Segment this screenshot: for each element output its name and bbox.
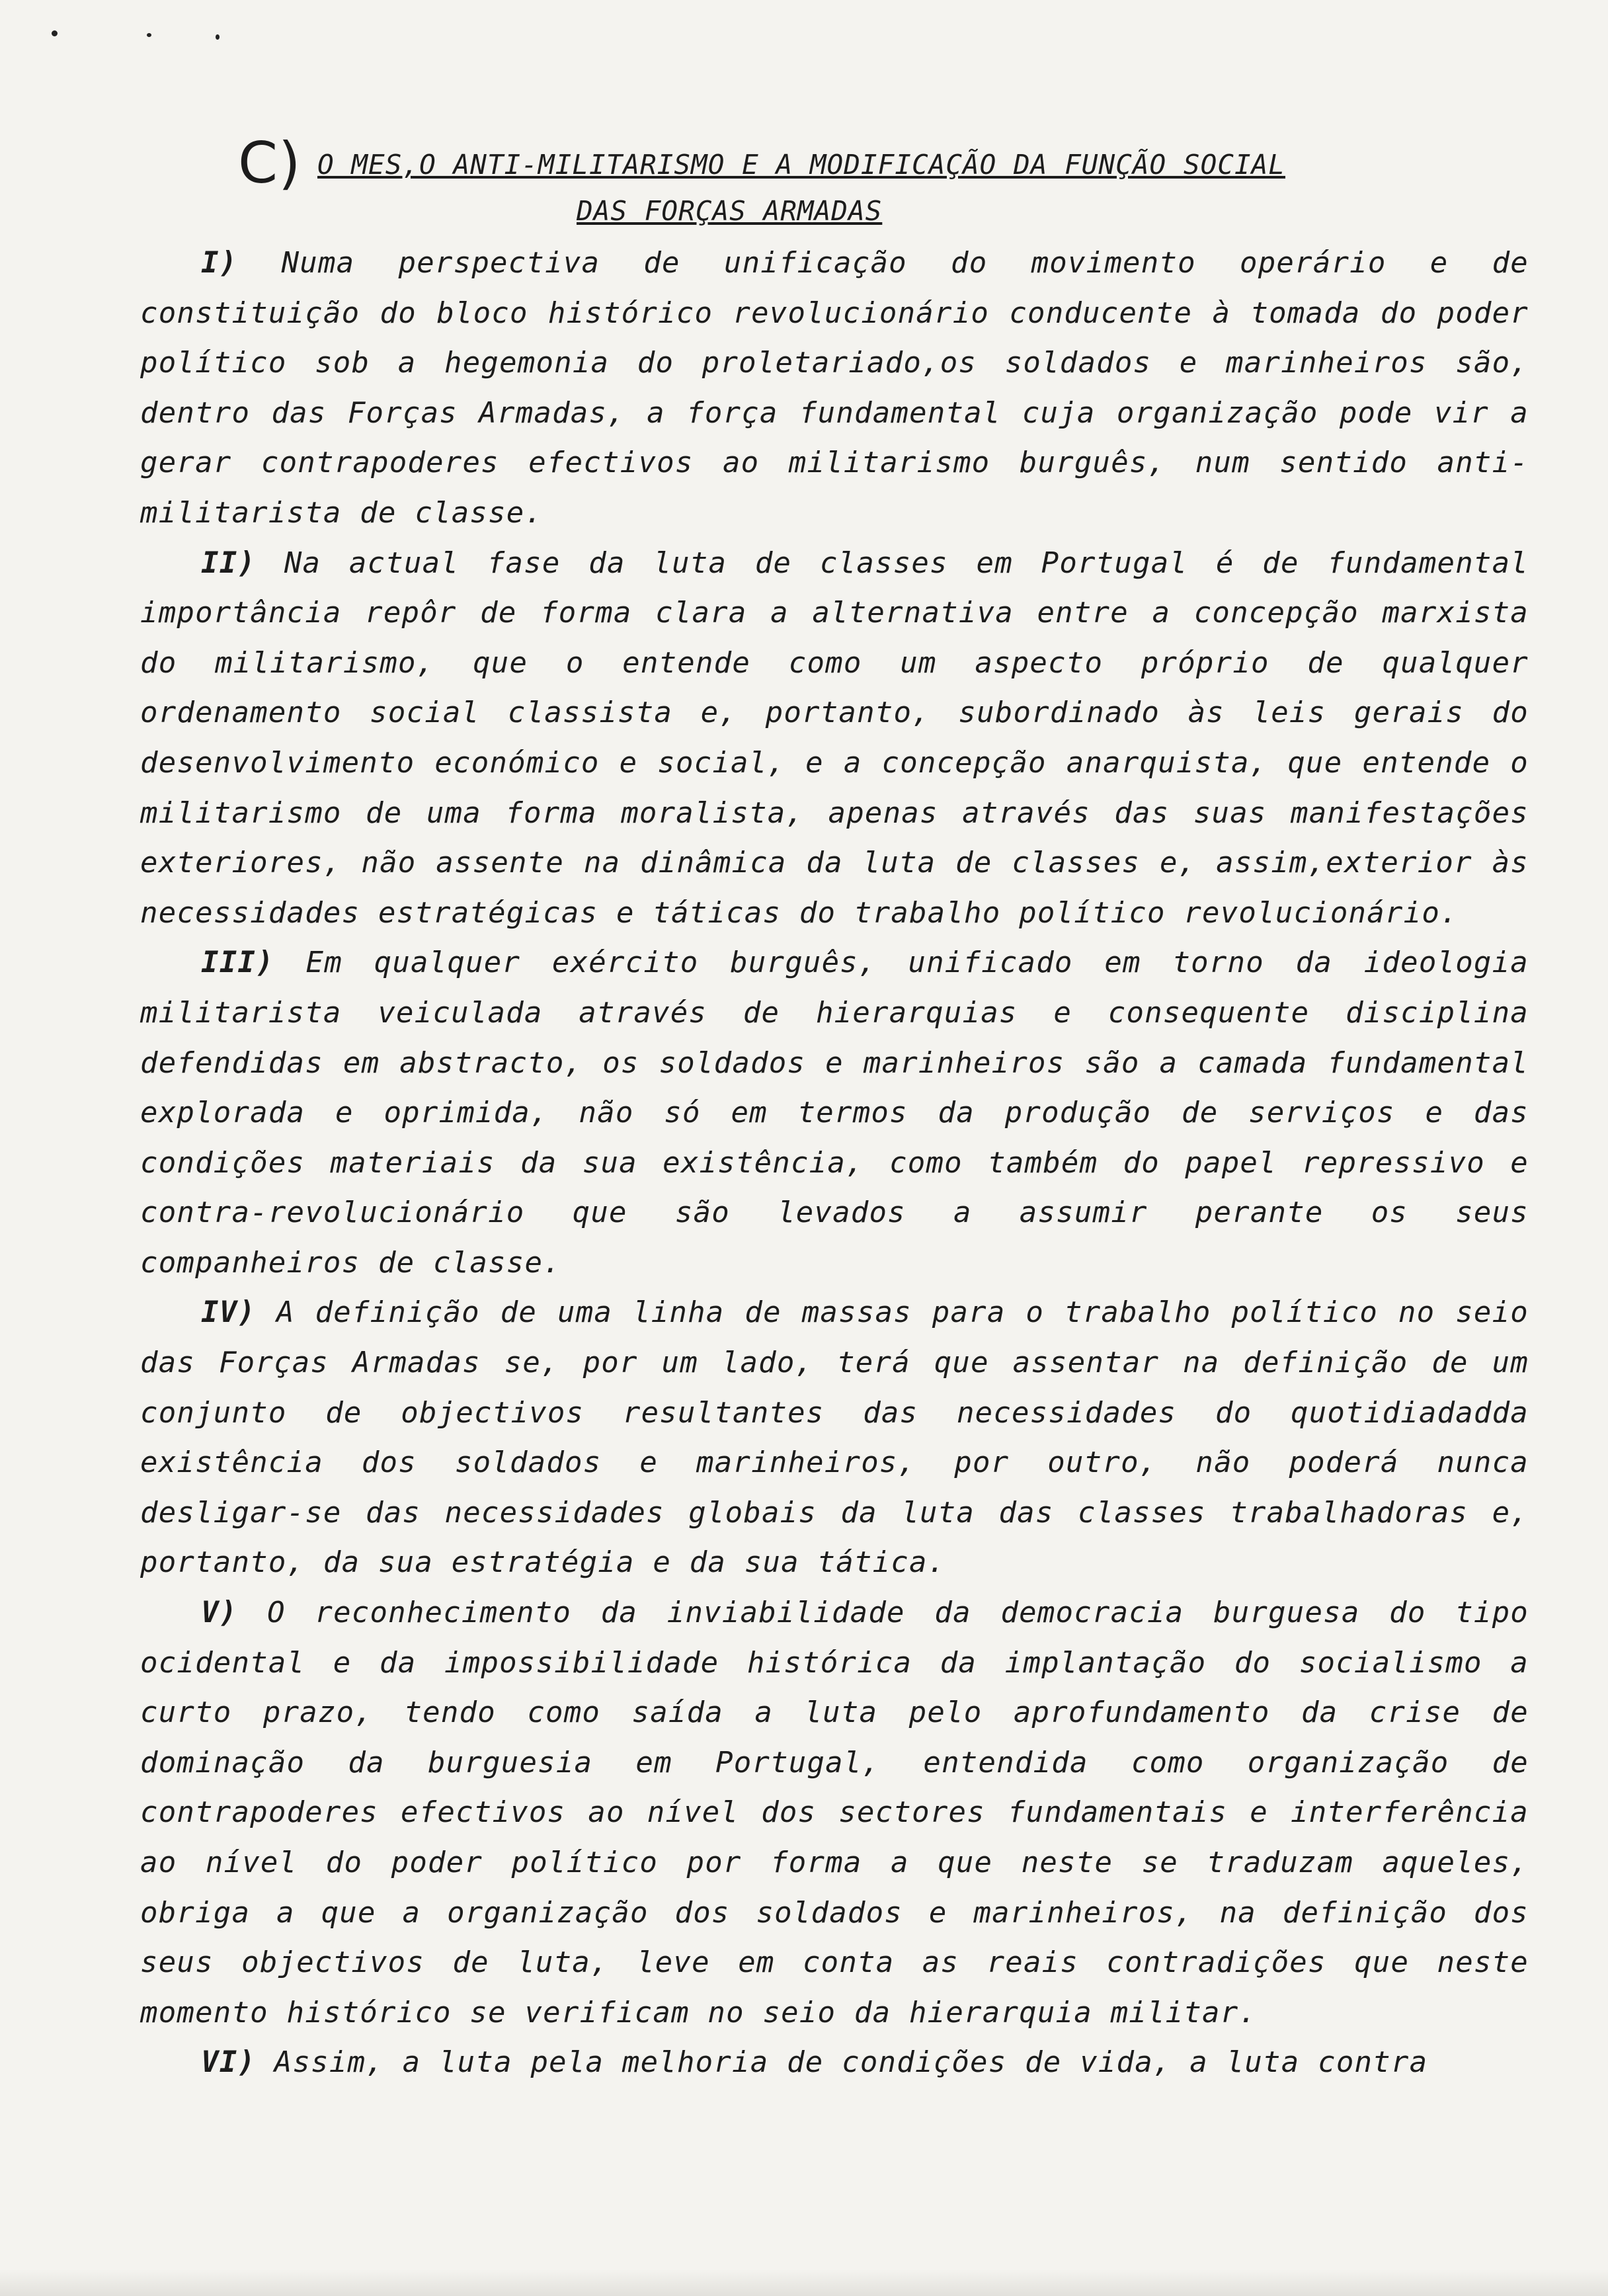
paragraph-number: II) <box>201 546 257 580</box>
paragraph <box>140 1288 1529 1588</box>
paragraph <box>140 538 1529 938</box>
paragraph-text: Numa perspectiva de unificação do movimento operário e de constituição do bloco histórico revolucionário conducente à tomada do poder político sob a hegemonia do proletariado,os soldados e marinheiros são, dentro das Forças Armadas, a força fundamental cuja organização pode vir a gerar contrapoderes efectivos ao militarismo burguês, num sentido anti-militarista de classe. <box>140 246 1529 530</box>
scan-speck <box>216 34 220 40</box>
heading-line-2: DAS FORÇAS ARMADAS <box>577 195 883 227</box>
paragraph <box>140 238 1529 538</box>
paragraph-number: V) <box>201 1596 238 1630</box>
heading-line-1: O MES,O ANTI-MILITARISMO E A MODIFICAÇÃO DA FUNÇÃO SOCIAL <box>317 149 1285 181</box>
paragraph <box>140 1588 1529 2037</box>
paragraph-text: Em qualquer exército burguês, unificado em torno da ideologia militarista veiculada através de hierarquias e consequente disciplina defendidas em abstracto, os soldados e marinheiros são a camada fundamental explorada e oprimida, não só em termos da produção de serviços e das condições materiais da sua existência, como também do papel repressivo e contra-revolucionário que são levados a assumir perante os seus companheiros de classe. <box>140 946 1529 1280</box>
section-marker: C) <box>238 130 302 196</box>
paragraph-number: I) <box>201 246 238 280</box>
paragraph-number: III) <box>201 946 274 980</box>
paragraph-text: A definição de uma linha de massas para o trabalho político no seio das Forças Armadas se, por um lado, terá que assentar na definição de um conjunto de objectivos resultantes das necessidades do quotidiadadda existência dos soldados e marinheiros, por outro, não poderá nunca desligar-se das necessidades globais da luta das classes trabalhadoras e, portanto, da sua estratégia e da sua tática. <box>140 1295 1529 1580</box>
paragraph <box>140 2037 1529 2088</box>
paragraph-text: Assim, a luta pela melhoria de condições de vida, a luta contra <box>274 2045 1428 2080</box>
paragraph-text: O reconhecimento da inviabilidade da democracia burguesa do tipo ocidental e da impossibilidade histórica da implantação do socialismo a curto prazo, tendo como saída a luta pelo aprofundamento da crise de dominação da burguesia em Portugal, entendida como organização de contrapoderes efectivos ao nível dos sectores fundamentais e interferência ao nível do poder político por forma a que neste se traduzam aqueles, obriga a que a organização dos soldados e marinheiros, na definição dos seus objectivos de luta, leve em conta as reais contradições que neste momento histórico se verificam no seio da hierarquia militar. <box>140 1596 1529 2030</box>
paragraph-text: Na actual fase da luta de classes em Portugal é de fundamental importância repôr de forma clara a alternativa entre a concepção marxista do militarismo, que o entende como um aspecto próprio de qualquer ordenamento social classista e, portanto, subordinado às leis gerais do desenvolvimento económico e social, e a concepção anarquista, que entende o militarismo de uma forma moralista, apenas através das suas manifestações exteriores, não assente na dinâmica da luta de classes e, assim,exterior às necessidades estratégicas e táticas do trabalho político revolucionário. <box>140 546 1529 930</box>
paragraph-number: VI) <box>201 2045 257 2080</box>
scan-speck <box>52 30 58 36</box>
paragraph <box>140 938 1529 1288</box>
paragraph-number: IV) <box>201 1295 257 1330</box>
scan-speck <box>147 33 151 37</box>
scan-edge <box>0 2270 1608 2296</box>
document-body <box>140 238 1529 2088</box>
